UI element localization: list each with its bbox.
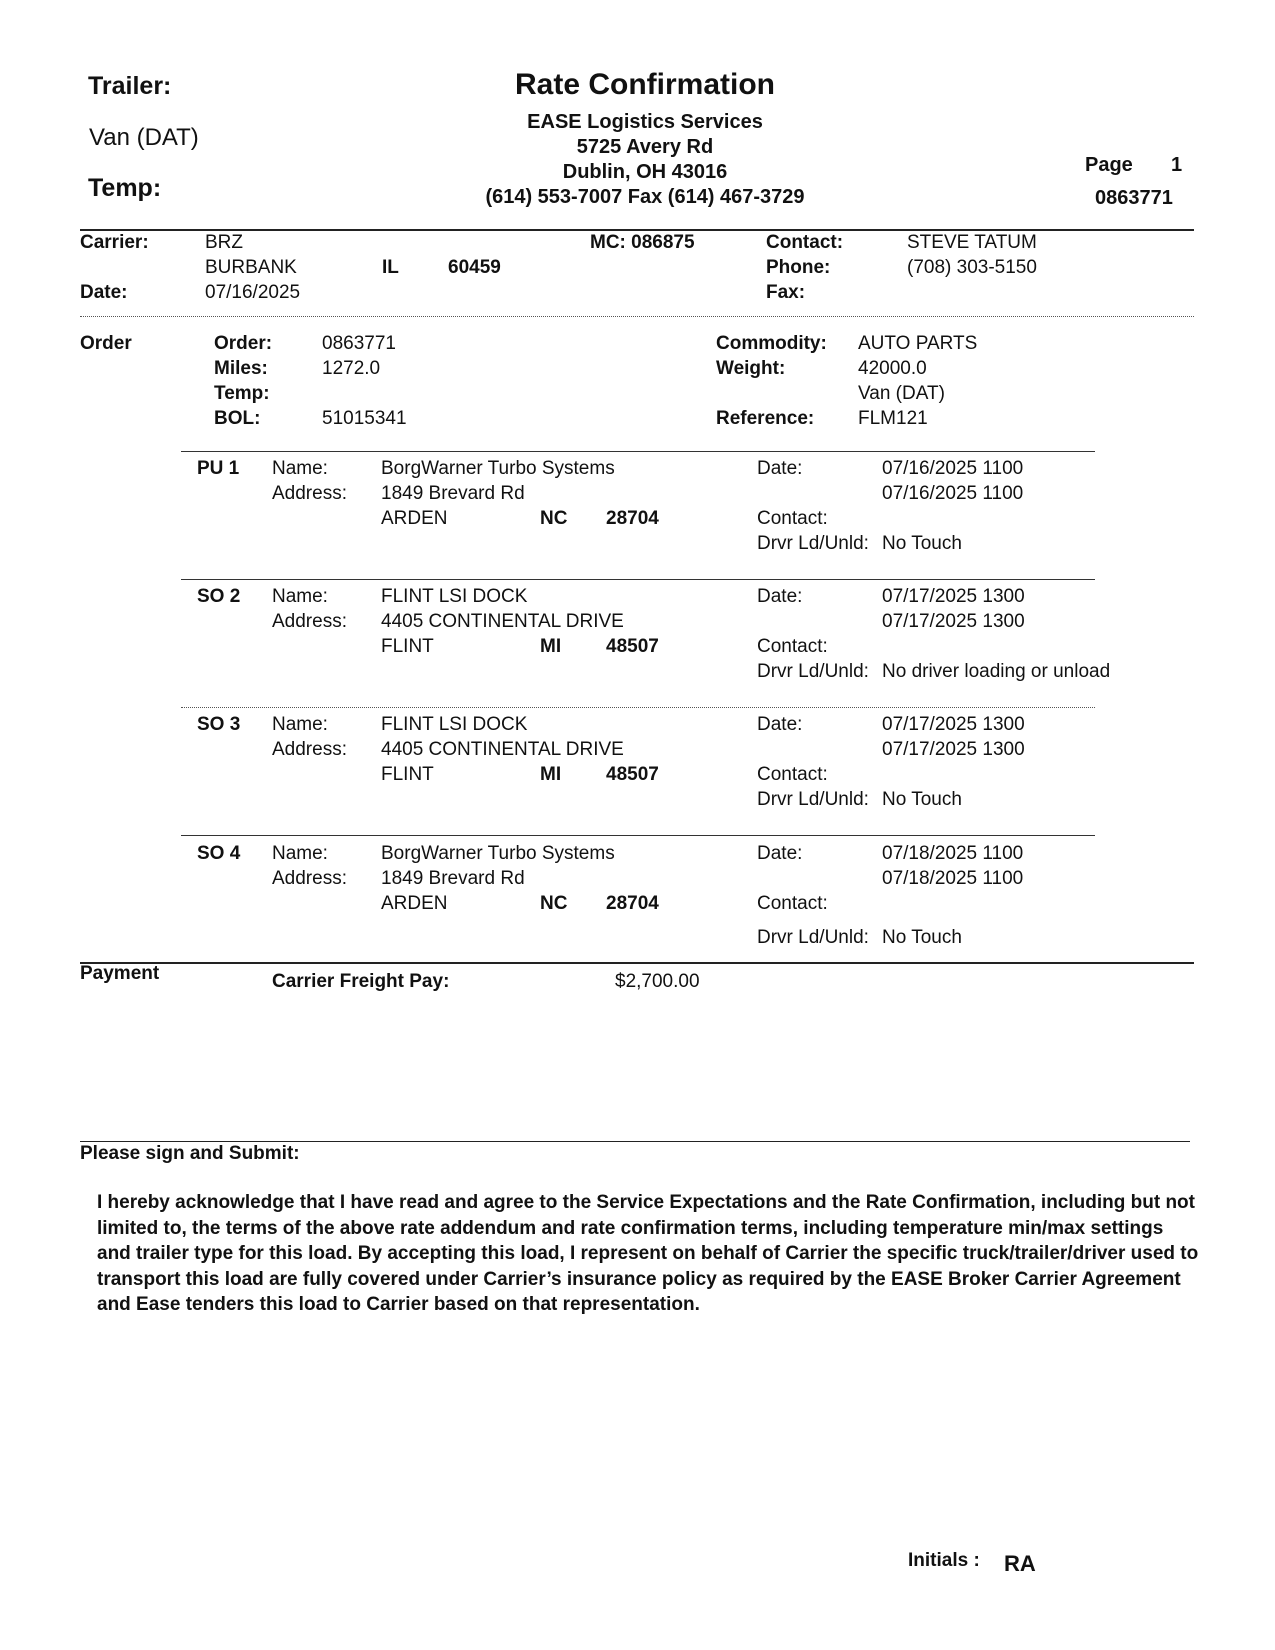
header-divider [80,229,1194,231]
stop-divider [181,835,1095,836]
stop-drvr-value: No Touch [882,789,962,810]
stop-date-end: 07/17/2025 1300 [882,739,1025,760]
company-name: EASE Logistics Services [527,111,763,133]
stop-state: NC [540,508,568,529]
stop-drvr-value: No Touch [882,533,962,554]
stop-divider [181,707,1095,708]
stop-address-label: Address: [272,483,347,504]
stop-date-label: Date: [757,586,803,607]
stop-name-label: Name: [272,458,328,479]
stop-pu1 [0,458,1275,578]
company-address-line1: 5725 Avery Rd [576,136,714,158]
company-phone-fax: (614) 553-7007 Fax (614) 467-3729 [485,186,805,208]
payment-section-label: Payment [80,963,160,984]
document-number: 0863771 [1095,187,1173,209]
stop-state: NC [540,893,568,914]
stop-date-start: 07/16/2025 1100 [882,458,1024,479]
stop-address-label: Address: [272,611,347,632]
carrier-date-label: Date: [80,282,128,303]
sign-submit-heading: Please sign and Submit: [80,1143,300,1164]
initials-label: Initials : [908,1550,980,1571]
temp-label: Temp: [88,174,162,202]
stop-name-label: Name: [272,843,328,864]
stop-zip: 28704 [606,893,659,914]
trailer-label: Trailer: [88,72,172,100]
stop-zip: 48507 [606,636,659,657]
miles-label: Miles: [214,358,268,379]
signature-divider [80,1141,1190,1142]
stop-zip: 48507 [606,764,659,785]
stop-city: ARDEN [381,893,448,914]
bol-label: BOL: [214,408,261,429]
stops-bottom-divider [80,962,1194,964]
stop-zip: 28704 [606,508,659,529]
stop-date-end: 07/16/2025 1100 [882,483,1024,504]
carrier-phone-label: Phone: [766,257,831,278]
stop-code: PU 1 [197,458,240,479]
stop-date-start: 07/18/2025 1100 [882,843,1024,864]
stop-name: FLINT LSI DOCK [381,714,528,735]
miles-value: 1272.0 [322,358,381,379]
equipment-value: Van (DAT) [858,383,945,404]
order-temp-label: Temp: [214,383,270,404]
carrier-fax-label: Fax: [766,282,806,303]
carrier-divider [80,316,1194,317]
reference-value: FLM121 [858,408,928,429]
stop-state: MI [540,636,562,657]
stop-state: MI [540,764,562,785]
stop-name: BorgWarner Turbo Systems [381,843,615,864]
stop-date-end: 07/17/2025 1300 [882,611,1025,632]
stop-address-label: Address: [272,868,347,889]
carrier-mc-number: MC: 086875 [590,232,695,253]
stop-drvr-label: Drvr Ld/Unld: [757,661,869,682]
stop-city: ARDEN [381,508,448,529]
stop-contact-label: Contact: [757,893,828,914]
stop-date-label: Date: [757,458,803,479]
stop-so4 [0,843,1275,963]
carrier-contact: STEVE TATUM [907,232,1037,253]
stop-date-start: 07/17/2025 1300 [882,586,1025,607]
stop-so3 [0,714,1275,834]
carrier-state: IL [382,257,399,278]
stop-contact-label: Contact: [757,764,828,785]
weight-value: 42000.0 [858,358,927,379]
bol-value: 51015341 [322,408,407,429]
stop-so2 [0,586,1275,706]
page-number: 1 [1171,154,1183,176]
company-address-line2: Dublin, OH 43016 [562,161,728,183]
stop-name-label: Name: [272,714,328,735]
stop-date-label: Date: [757,843,803,864]
stop-name: BorgWarner Turbo Systems [381,458,615,479]
stop-contact-label: Contact: [757,508,828,529]
order-section-label: Order [80,333,132,354]
stop-drvr-value: No Touch [882,927,962,948]
trailer-value: Van (DAT) [89,124,199,151]
commodity-label: Commodity: [716,333,827,354]
stop-street: 4405 CONTINENTAL DRIVE [381,739,624,760]
carrier-name: BRZ [205,232,243,253]
document-title: Rate Confirmation [514,68,775,101]
carrier-date: 07/16/2025 [205,282,301,303]
weight-label: Weight: [716,358,786,379]
page-label: Page [1085,154,1133,176]
carrier-zip: 60459 [448,257,501,278]
stop-code: SO 3 [197,714,241,735]
carrier-phone: (708) 303-5150 [907,257,1037,278]
commodity-value: AUTO PARTS [858,333,978,354]
stop-street: 1849 Brevard Rd [381,868,525,889]
order-number: 0863771 [322,333,396,354]
stop-date-start: 07/17/2025 1300 [882,714,1025,735]
stop-drvr-label: Drvr Ld/Unld: [757,789,869,810]
carrier-label: Carrier: [80,232,149,253]
initials-value: RA [1004,1551,1036,1576]
carrier-contact-label: Contact: [766,232,844,253]
carrier-freight-pay-label: Carrier Freight Pay: [272,971,450,992]
stop-drvr-label: Drvr Ld/Unld: [757,533,869,554]
stop-address-label: Address: [272,739,347,760]
carrier-freight-pay-amount: $2,700.00 [615,971,700,992]
stop-code: SO 4 [197,843,241,864]
stop-name-label: Name: [272,586,328,607]
stop-drvr-label: Drvr Ld/Unld: [757,927,869,948]
stop-street: 1849 Brevard Rd [381,483,525,504]
stop-code: SO 2 [197,586,241,607]
stop-date-end: 07/18/2025 1100 [882,868,1024,889]
reference-label: Reference: [716,408,815,429]
stop-city: FLINT [381,636,434,657]
stop-drvr-value: No driver loading or unload [882,661,1111,682]
stop-contact-label: Contact: [757,636,828,657]
stop-divider [181,579,1095,580]
stop-city: FLINT [381,764,434,785]
stop-name: FLINT LSI DOCK [381,586,528,607]
order-number-label: Order: [214,333,273,354]
stop-date-label: Date: [757,714,803,735]
terms-acknowledgement: I hereby acknowledge that I have read and agree to the Service Expectations and the Rate Confirmation, including but not limited to, the terms of the above rate addendum and rate confirmation terms, including temperature min/max settings and trailer type for this load. By accepting this load, I represent on behalf of Carrier the specific truck/trailer/driver used to transport this load are fully covered under Carrier’s insurance policy as required by the EASE Broker Carrier Agreement and Ease tenders this load to Carrier based on that representation. [97,1192,1199,1315]
stops-top-divider [181,451,1095,452]
carrier-city: BURBANK [205,257,297,278]
stop-street: 4405 CONTINENTAL DRIVE [381,611,624,632]
